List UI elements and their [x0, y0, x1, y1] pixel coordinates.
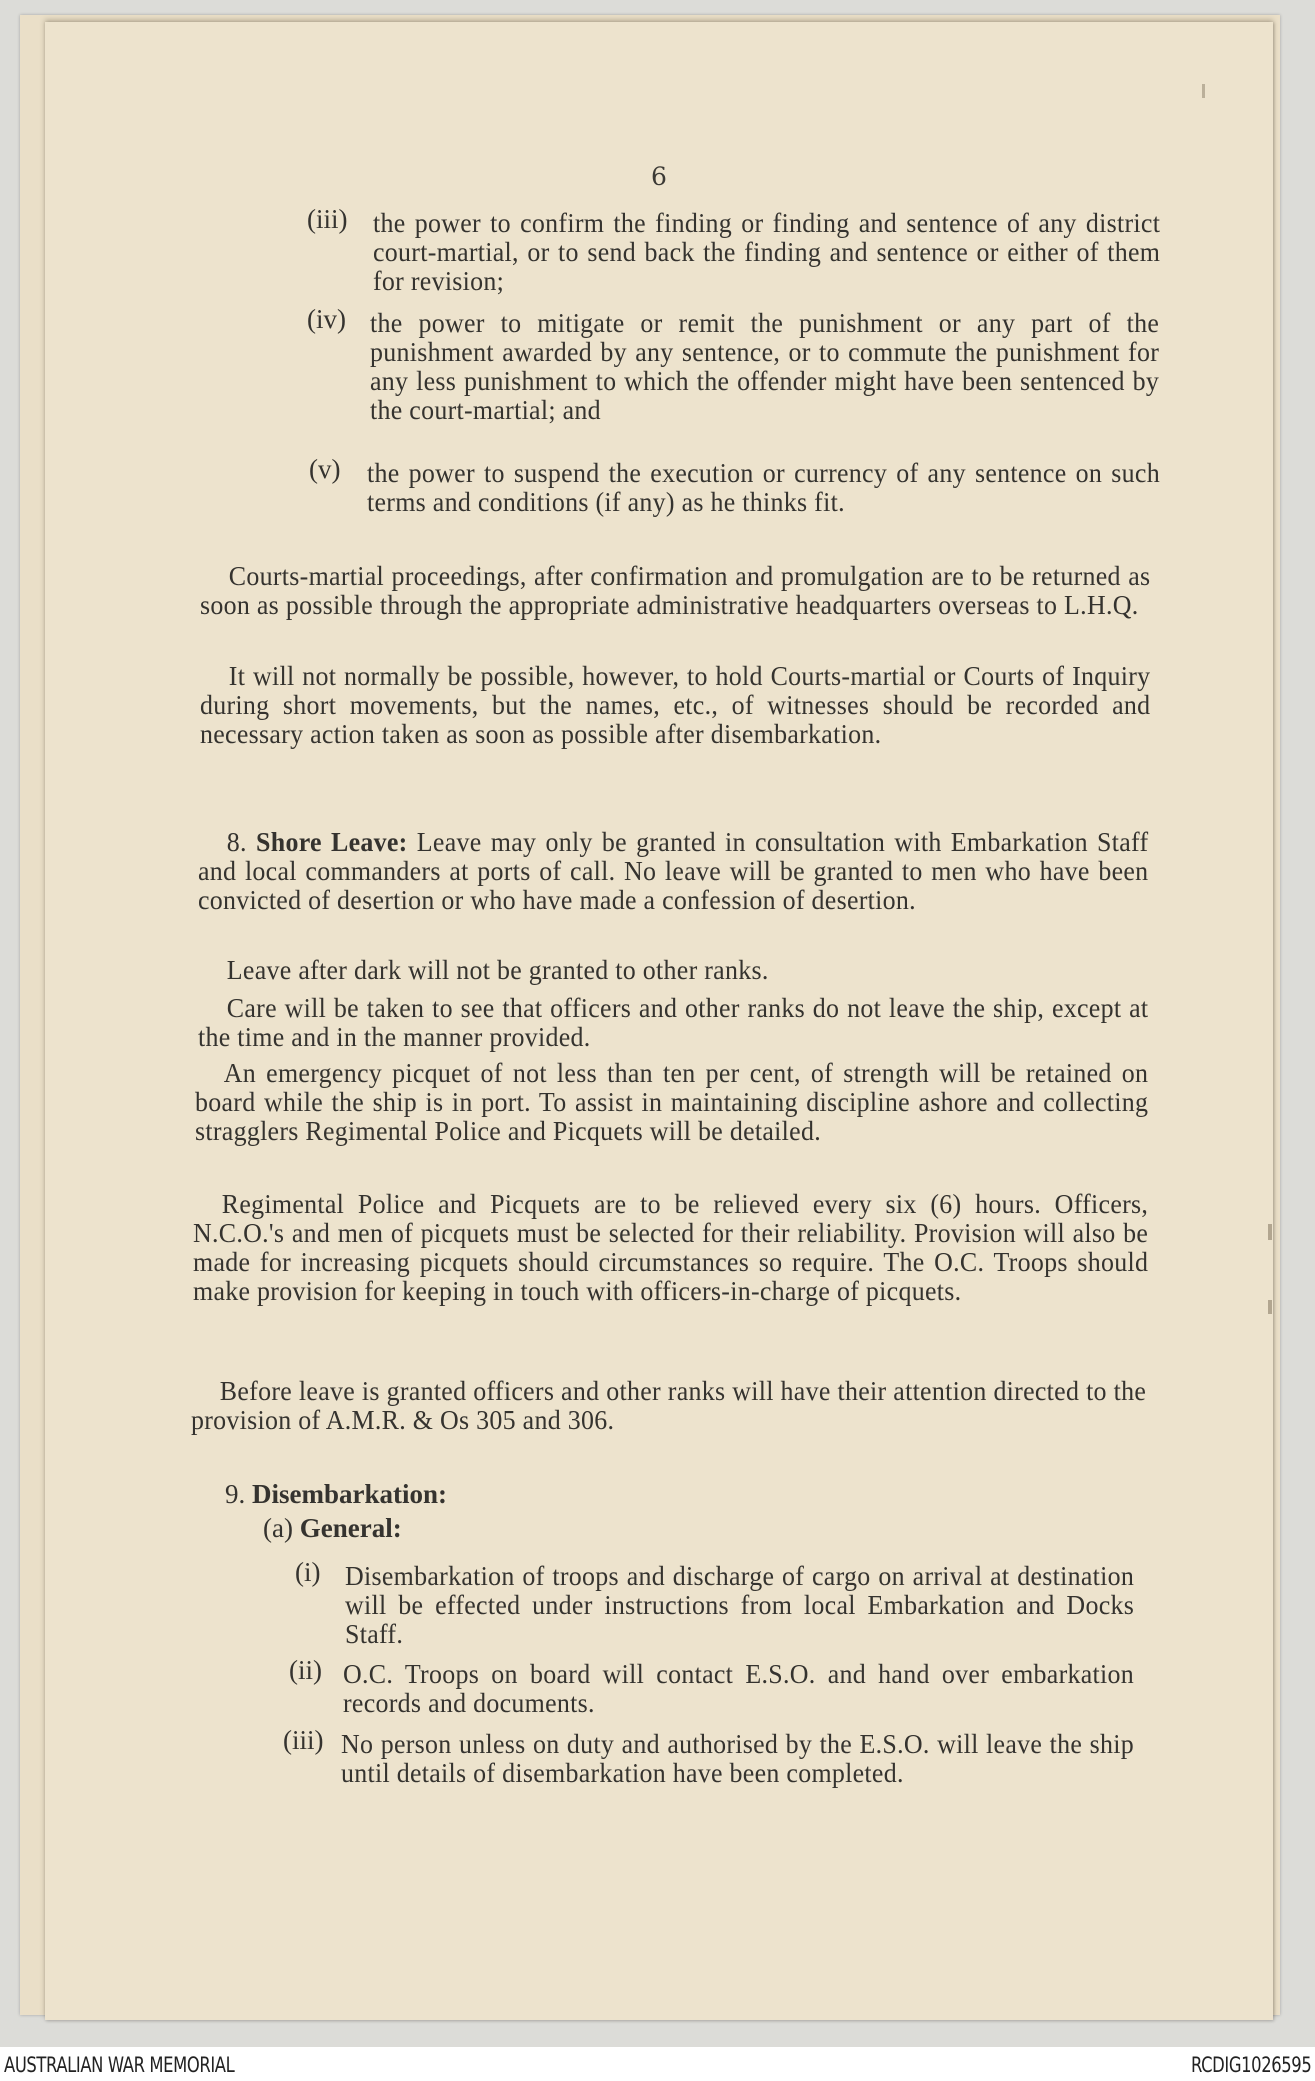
section-number: 9. — [225, 1479, 246, 1509]
shore-leave-section — [198, 828, 1148, 915]
section-number: 8. — [226, 827, 247, 857]
item-label: (iii) — [283, 1725, 324, 1755]
item-text: Disembarkation of troops and discharge of cargo on arrival at destination will be effected under instructions from local Embarkation and Docks Staff. — [345, 1561, 1135, 1649]
paragraph: An emergency picquet of not less than ten per cent, of strength will be retained on board while the ship is in port. To assist in maintaining discipline ashore and collecting stragglers Regimental Police and Picquets will be detailed. — [195, 1058, 1149, 1146]
item-label: (iii) — [307, 204, 348, 234]
item-text: O.C. Troops on board will contact E.S.O. and hand over embarkation records and documents. — [343, 1659, 1135, 1718]
page-number: 6 — [651, 162, 667, 191]
item-label: (iv) — [307, 304, 346, 334]
section-lead-text: Leave may only be granted in consultation with Embarkation Staff and local commanders at ports of call. No leave will be granted to men who have been convicted of desertion or who have made a confession of desertion. — [198, 827, 1149, 915]
paragraph: Leave after dark will not be granted to other ranks. — [226, 955, 769, 985]
document-page — [45, 22, 1273, 2020]
paragraph: Before leave is granted officers and other ranks will have their attention directed to the provision of A.M.R. & Os 305 and 306. — [191, 1376, 1147, 1435]
item-text: the power to confirm the finding or finding and sentence of any district court-martial, or to send back the finding and sentence or either of them for revision; — [373, 208, 1161, 296]
paper-blemish — [1268, 1224, 1272, 1240]
item-label: (v) — [309, 454, 341, 484]
disembarkation-heading-row — [225, 1480, 447, 1509]
paragraph: Care will be taken to see that officers and other ranks do not leave the ship, except at the time and in the manner provided. — [198, 993, 1149, 1052]
item-label: (i) — [295, 1557, 321, 1587]
item-text: the power to suspend the execution or currency of any sentence on such terms and conditions (if any) as he thinks fit. — [367, 458, 1160, 517]
item-label: (ii) — [289, 1655, 322, 1685]
paper-blemish — [1268, 1300, 1272, 1314]
caption-bar — [0, 2047, 1315, 2081]
institution-caption: AUSTRALIAN WAR MEMORIAL — [4, 2053, 235, 2077]
paragraph: Regimental Police and Picquets are to be relieved every six (6) hours. Officers, N.C.O.'s and men of picquets must be selected for their reliability. Provision will also be made for increasing picquets should circumstances so require. The O.C. Troops should make provision for keeping in touch with officers-in-charge of picquets. — [193, 1189, 1149, 1306]
paragraph: Courts-martial proceedings, after confirmation and promulgation are to be returned as soon as possible through the appropriate administrative headquarters overseas to L.H.Q. — [200, 561, 1151, 620]
subsection-heading: General: — [299, 1513, 402, 1543]
section-heading: Shore Leave: — [256, 827, 408, 857]
record-id-caption: RCDIG1026595 — [1190, 2053, 1311, 2077]
item-text: the power to mitigate or remit the punishment or any part of the punishment awarded by any sentence, or to commute the punishment for any less punishment to which the offender might have been sentenced by the court-martial; and — [370, 308, 1160, 425]
paper-blemish — [1202, 84, 1205, 98]
subsection-label: (a) — [263, 1513, 293, 1543]
subsection-heading-row — [263, 1514, 402, 1543]
paragraph: It will not normally be possible, however, to hold Courts-martial or Courts of Inquiry during short movements, but the names, etc., of witnesses should be recorded and necessary action taken as soon as possible after disembarkation. — [200, 661, 1151, 749]
item-text: No person unless on duty and authorised by the E.S.O. will leave the ship until details of disembarkation have been completed. — [341, 1729, 1134, 1788]
section-heading: Disembarkation: — [252, 1479, 447, 1509]
